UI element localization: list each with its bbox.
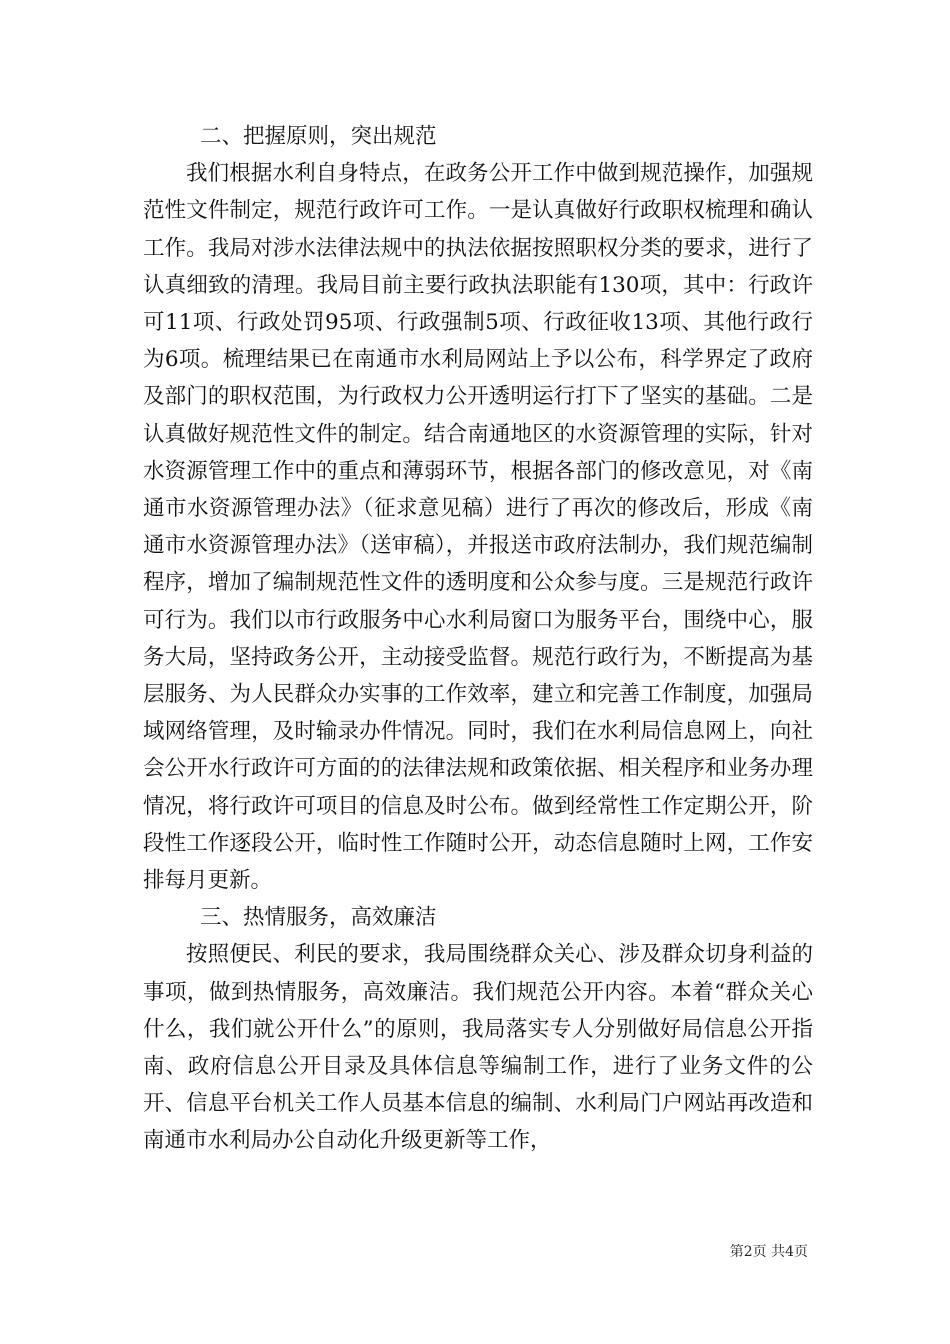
page-number: 第2页 共4页 [729, 1244, 808, 1260]
section-paragraph: 按照便民、利民的要求，我局围绕群众关心、涉及群众切身利益的事项，做到热情服务，高效廉洁。我们规范公开内容。本着“群众关心什么，我们就公开什么”的原则，我局落实专人分别做好局信息公开指南、政府信息公开目录及具体信息等编制工作，进行了业务文件的公开、信息平台机关工作人员基本信息的编制、水利局门户网站再改造和南通市水利局办公自动化升级更新等工作， [143, 942, 813, 1154]
section-paragraph: 我们根据水利自身特点，在政务公开工作中做到规范操作，加强规范性文件制定，规范行政许可工作。一是认真做好行政职权梳理和确认工作。我局对涉水法律法规中的执法依据按照职权分类的要求，进行了认真细致的清理。我局目前主要行政执法职能有130项，其中：行政许可11项、行政处罚95项、行政强制5项、行政征收13项、其他行政行为6项。梳理结果已在南通市水利局网站上予以公布，科学界定了政府及部门的职权范围，为行政权力公开透明运行打下了坚实的基础。二是认真做好规范性文件的制定。结合南通地区的水资源管理的实际，针对水资源管理工作中的重点和薄弱环节，根据各部门的修改意见，对《南通市水资源管理办法》（征求意见稿）进行了再次的修改后，形成《南通市水资源管理办法》（送审稿），并报送市政府法制办，我们规范编制程序，增加了编制规范性文件的透明度和公众参与度。三是规范行政许可行为。我们以市行政服务中心水利局窗口为服务平台，围绕中心，服务大局，坚持政务公开，主动接受监督。规范行政行为，不断提高为基层服务、为人民群众办实事的工作效率，建立和完善工作制度，加强局域网络管理，及时输录办件情况。同时，我们在水利局信息网上，向社会公开水行政许可方面的的法律法规和政策依据、相关程序和业务办理情况，将行政许可项目的信息及时公布。做到经常性工作定期公开，阶段性工作逐段公开，临时性工作随时公开，动态信息随时上网，工作安排每月更新。 [143, 161, 813, 894]
section-heading: 三、热情服务，高效廉洁 [200, 905, 437, 931]
section-heading: 二、把握原则，突出规范 [200, 124, 437, 149]
document-body [143, 118, 813, 1160]
